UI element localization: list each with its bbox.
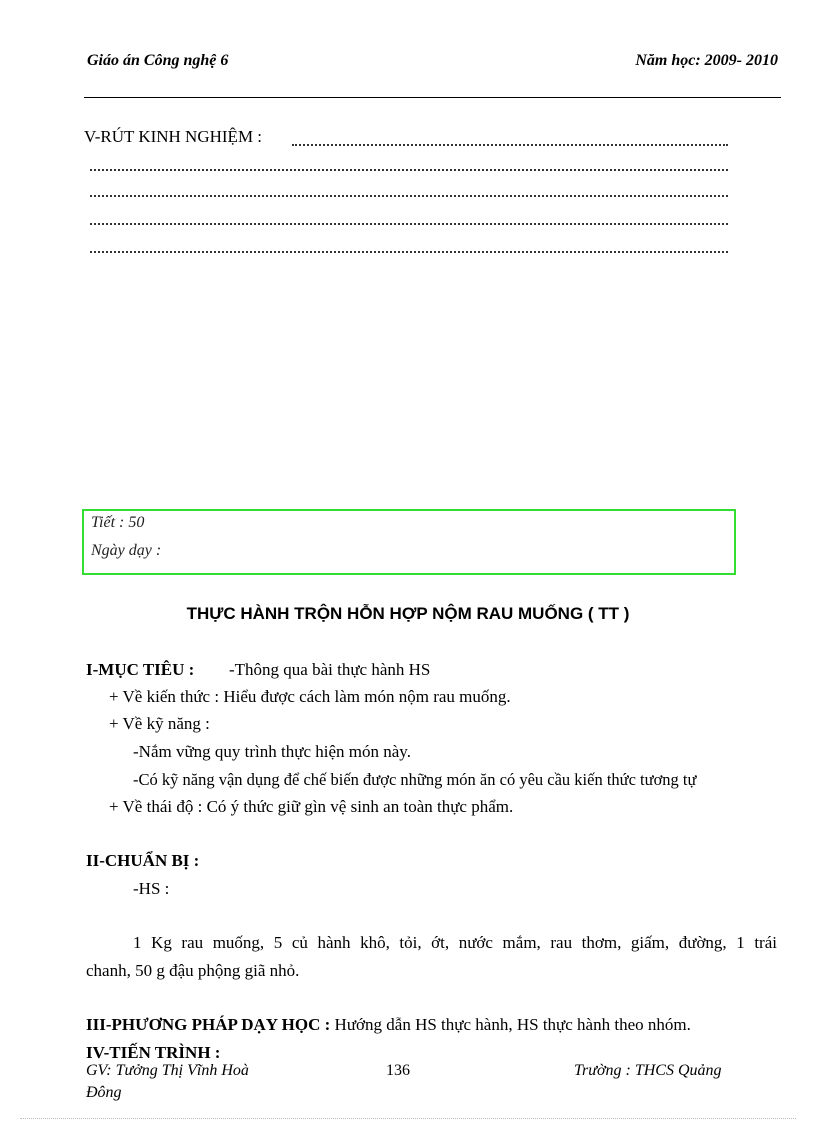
footer-teacher: GV: Tưởng Thị Vĩnh Hoà xyxy=(86,1062,249,1079)
objective-attitude: + Về thái độ : Có ý thức giữ gìn vệ sinh an toàn thực phẩm. xyxy=(109,797,514,816)
objective-skills: + Về kỹ năng : xyxy=(109,714,210,733)
section-iii-heading: III-PHƯƠNG PHÁP DẠY HỌC : xyxy=(86,1015,331,1034)
materials-line-2: chanh, 50 g đậu phộng giã nhỏ. xyxy=(86,961,300,980)
dotted-line xyxy=(90,195,728,197)
section-i-intro: -Thông qua bài thực hành HS xyxy=(229,660,431,679)
section-ii-heading: II-CHUẨN BỊ : xyxy=(86,851,200,870)
skill-item-1: -Nắm vững quy trình thực hiện món này. xyxy=(133,742,411,761)
skill-item-2: -Có kỹ năng vận dụng để chế biến được những món ăn có yêu cầu kiến thức tương tự xyxy=(133,770,697,789)
page-bottom-border xyxy=(20,1118,796,1119)
header-course-title: Giáo án Công nghệ 6 xyxy=(87,52,229,69)
preparation-hs: -HS : xyxy=(133,879,170,898)
dotted-line xyxy=(292,144,728,146)
period-number: Tiết : 50 xyxy=(91,514,145,531)
footer-school: Trường : THCS Quảng xyxy=(574,1062,722,1079)
lesson-title: THỰC HÀNH TRỘN HỖN HỢP NỘM RAU MUỐNG ( TT ) xyxy=(186,604,630,623)
page-number: 136 xyxy=(386,1062,410,1079)
header-divider xyxy=(84,97,781,98)
dotted-line xyxy=(90,169,728,171)
section-iii-text: Hướng dẫn HS thực hành, HS thực hành theo nhóm. xyxy=(330,1015,691,1034)
section-v-label: V-RÚT KINH NGHIỆM : xyxy=(84,127,263,146)
header-school-year: Năm học: 2009- 2010 xyxy=(635,52,778,69)
section-i-heading: I-MỤC TIÊU : xyxy=(86,660,195,679)
objective-knowledge: + Về kiến thức : Hiểu được cách làm món nộm rau muống. xyxy=(109,687,511,706)
lesson-info-box xyxy=(82,509,736,575)
teaching-date: Ngày dạy : xyxy=(91,542,162,559)
materials-line-1: 1 Kg rau muống, 5 củ hành khô, tỏi, ớt, nước mắm, rau thơm, giấm, đường, 1 trái xyxy=(133,933,777,952)
dotted-line xyxy=(90,251,728,253)
dotted-line xyxy=(90,223,728,225)
section-iv-heading: IV-TIẾN TRÌNH : xyxy=(86,1043,221,1062)
footer-teacher-cont: Đông xyxy=(86,1084,122,1101)
